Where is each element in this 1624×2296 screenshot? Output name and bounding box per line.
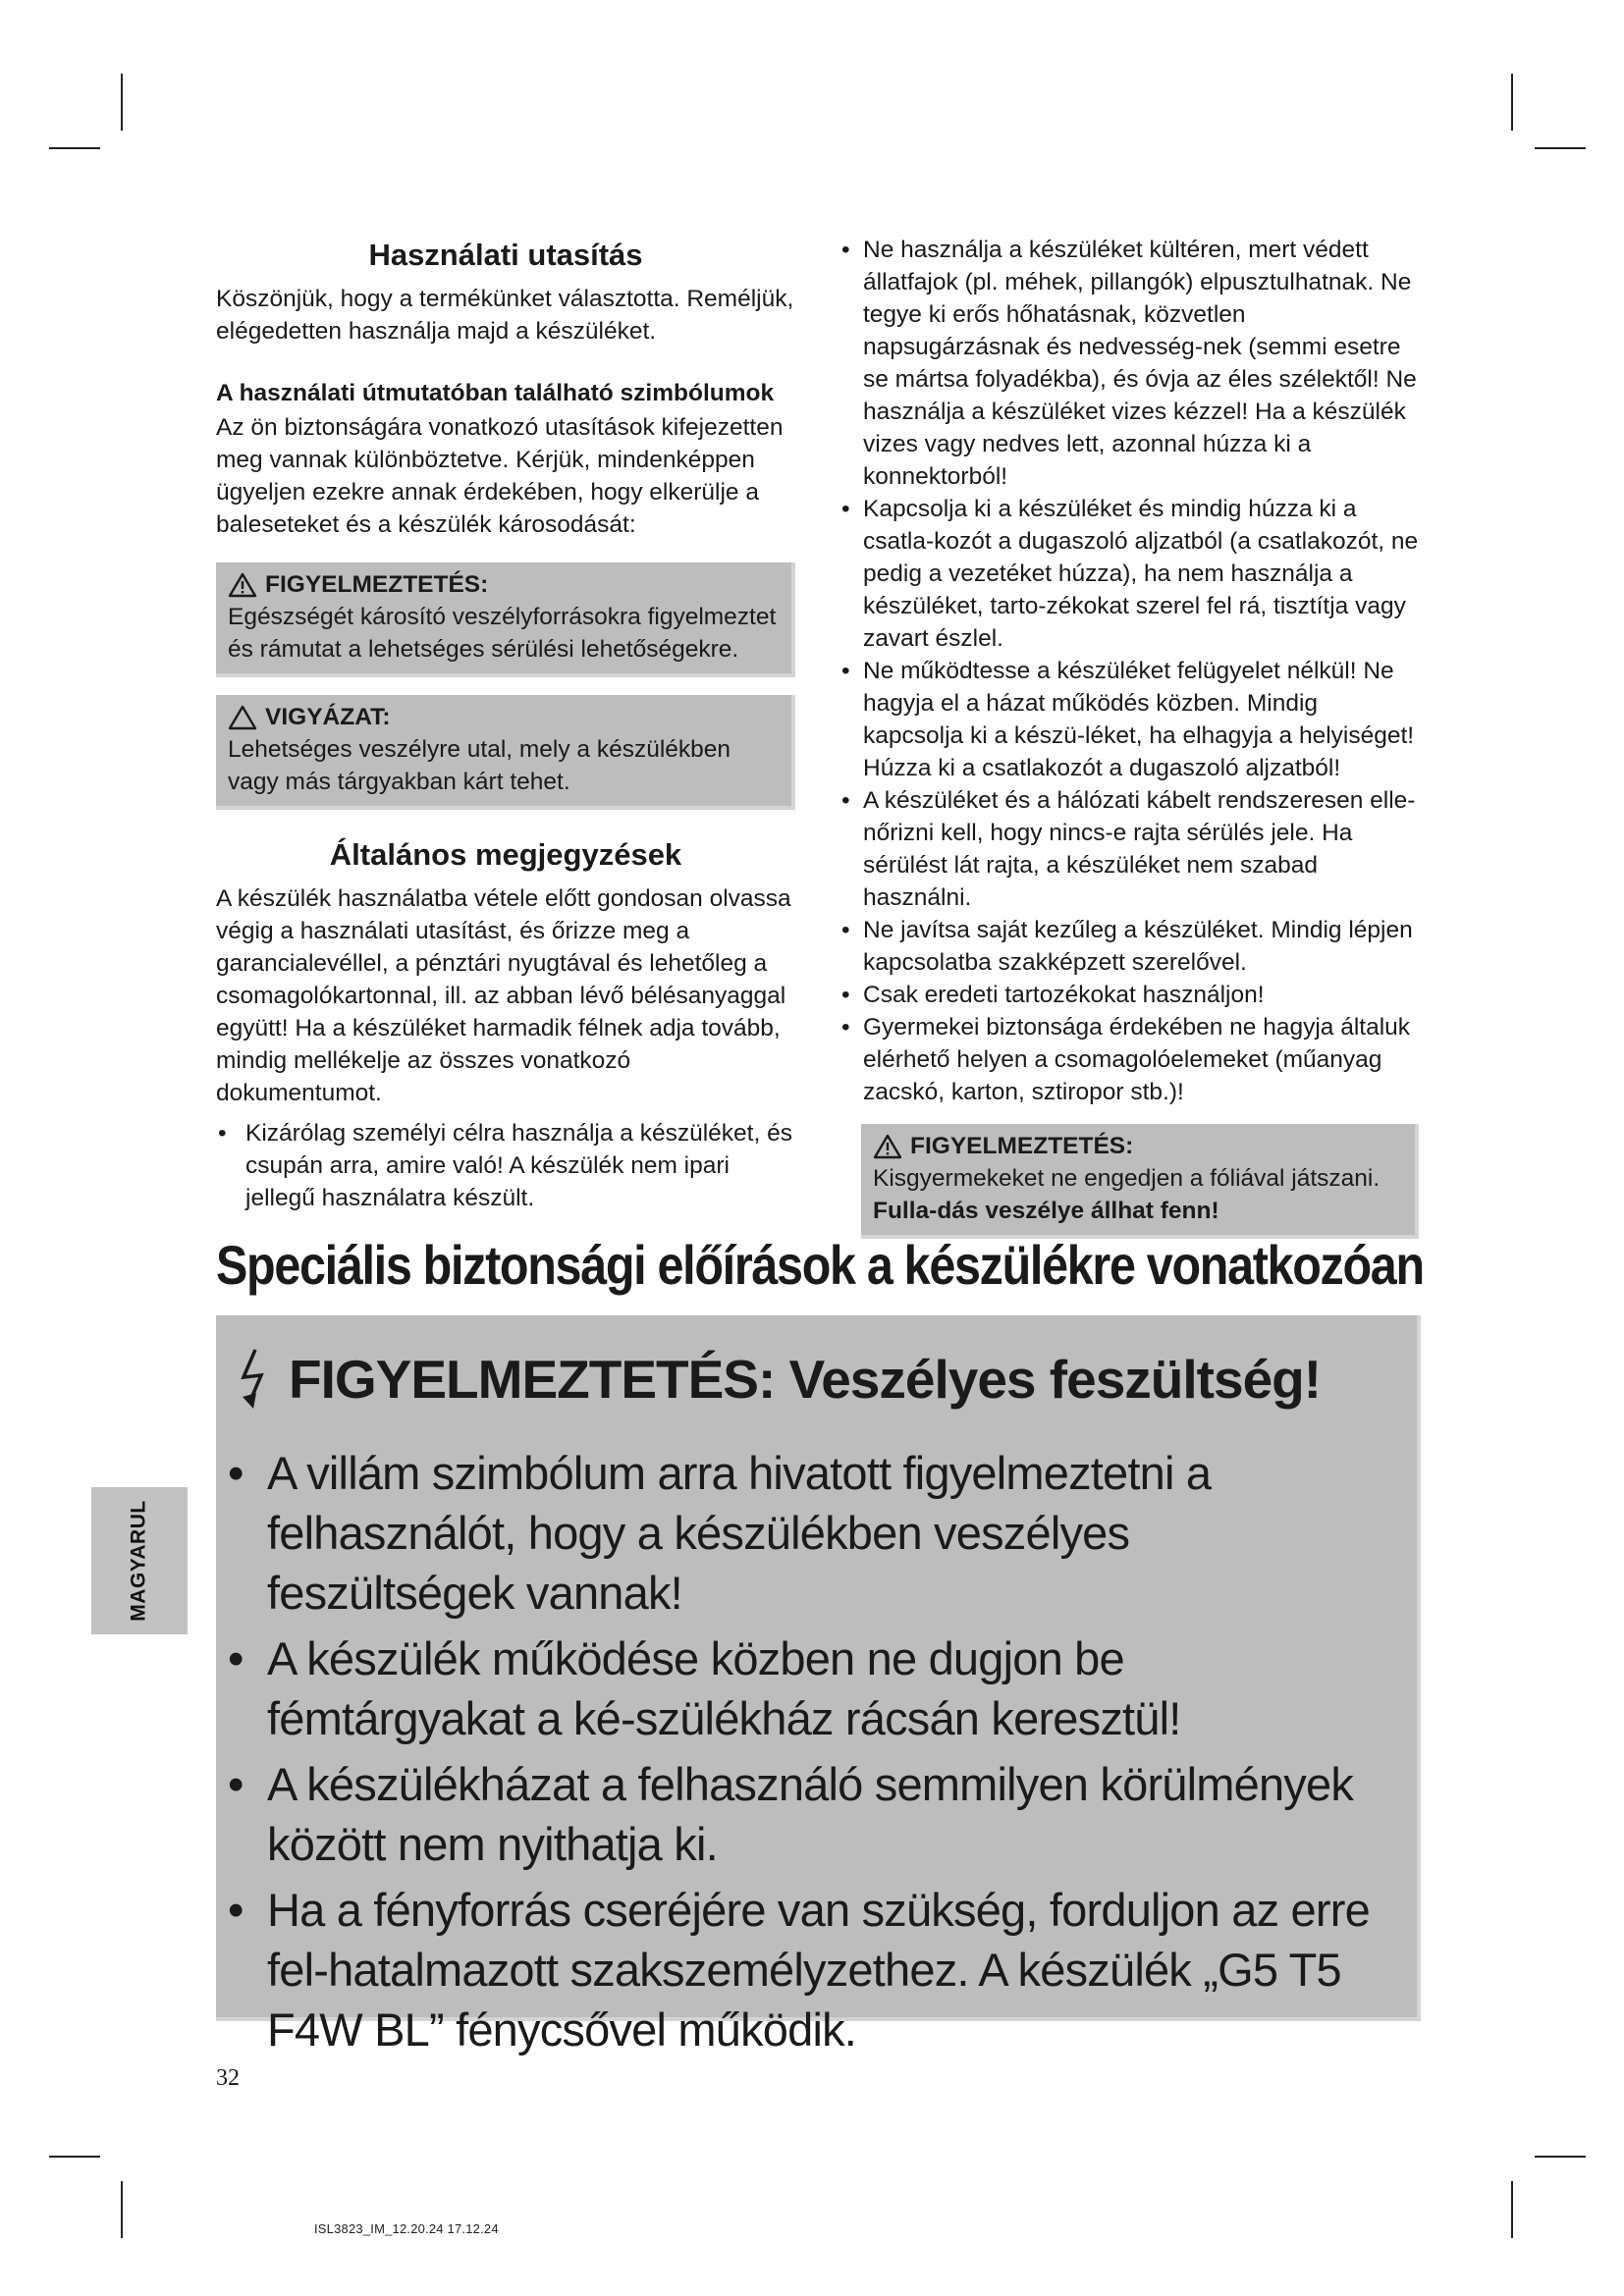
list-item: • A készüléket és a hálózati kábelt rendszeresen elle-nőrizni kell, hogy nincs-e rajta sérülés jele. Ha sérülést lát rajta, a készüléket nem szabad használni. bbox=[839, 784, 1419, 914]
symbols-text: Az ön biztonságára vonatkozó utasítások kifejezetten meg vannak különböztetve. Kérjük, mindenképpen ügyeljen ezekre annak érdekében, hogy elkerülje a baleseteket és a készülék károsodását: bbox=[216, 414, 784, 538]
warning-triangle-icon bbox=[873, 1134, 902, 1159]
warning-title: FIGYELMEZTETÉS: bbox=[265, 571, 489, 598]
foil-warning-title: FIGYELMEZTETÉS: bbox=[910, 1133, 1134, 1159]
caution-triangle-icon bbox=[228, 705, 257, 730]
page-number: 32 bbox=[216, 2065, 240, 2091]
special-heading: Speciális biztonsági előírások a készülékre vonatkozóan bbox=[216, 1234, 1424, 1296]
voltage-warning-list bbox=[216, 1443, 1384, 2065]
foil-warning-body bbox=[873, 1162, 1403, 1227]
list-item: • Ne javítsa saját kezűleg a készüléket. Mindig lépjen kapcsolatba szakképzett szerelővel. bbox=[839, 914, 1419, 979]
list-item: • Kizárólag személyi célra használja a készüléket, és csupán arra, amire való! A készülék nem ipari jellegű használatra készült. bbox=[216, 1117, 795, 1214]
language-label: MAGYARUL bbox=[128, 1500, 150, 1622]
right-column bbox=[839, 234, 1419, 1239]
warning-triangle-icon bbox=[228, 572, 257, 598]
list-item: • Ha a fényforrás cseréjére van szükség, forduljon az erre fel-hatalmazott szakszemélyzethez. A készülék „G5 T5 F4W BL” fénycsővel működik. bbox=[216, 1880, 1384, 2059]
list-item: • A készülék működése közben ne dugjon be fémtárgyakat a ké-szülékház rácsán keresztül! bbox=[216, 1629, 1384, 1748]
list-item: • A készülékházat a felhasználó semmilyen körülmények között nem nyithatja ki. bbox=[216, 1754, 1384, 1874]
caution-title: VIGYÁZAT: bbox=[265, 704, 391, 730]
crop-mark bbox=[1535, 2156, 1586, 2158]
warning-text: Egészségét károsító veszélyforrásokra figyelmeztet és rámutat a lehetséges sérülési lehetőségekre. bbox=[228, 604, 777, 663]
list-item: • Csak eredeti tartozékokat használjon! bbox=[839, 979, 1419, 1011]
footer-code: ISL3823_IM_12.20.24 17.12.24 bbox=[314, 2221, 499, 2236]
left-column bbox=[216, 236, 795, 1214]
list-item: • Gyermekei biztonsága érdekében ne hagyja általuk elérhető helyen a csomagolóelemeket (műanyag zacskó, karton, sztiropor stb.)! bbox=[839, 1011, 1419, 1108]
voltage-warning-box bbox=[216, 1315, 1421, 2056]
crop-mark bbox=[1511, 2181, 1513, 2238]
foil-warning-callout bbox=[861, 1124, 1419, 1239]
crop-mark bbox=[121, 2181, 123, 2238]
usage-intro: Köszönjük, hogy a termékünket választotta. Reméljük, elégedetten használja majd a készüléket. bbox=[216, 286, 794, 345]
usage-title: Használati utasítás bbox=[368, 238, 643, 272]
foil-warning-bold: Fulla-dás veszélye állhat fenn! bbox=[873, 1198, 1219, 1224]
general-text: A készülék használatba vétele előtt gondosan olvassa végig a használati utasítást, és őrizze meg a garancialevéllel, a pénztári nyugtával és lehetőleg a csomagolókartonnal, ill. az abban lévő bélésanyaggal együtt! Ha a készüléket harmadik félnek adja tovább, mindig mellékelje az összes vonatkozó dokumentumot. bbox=[216, 885, 791, 1106]
list-item: • A villám szimbólum arra hivatott figyelmeztetni a felhasználót, hogy a készülékben veszélyes feszültségek vannak! bbox=[216, 1443, 1384, 1623]
lightning-icon bbox=[238, 1348, 271, 1411]
crop-mark bbox=[49, 2156, 100, 2158]
caution-text: Lehetséges veszélyre utal, mely a készülékben vagy más tárgyakban kárt tehet. bbox=[228, 736, 731, 795]
list-item: • Kapcsolja ki a készüléket és mindig húzza ki a csatla-kozót a dugaszoló aljzatból (a csatlakozót, ne pedig a vezetéket húzza), ha nem használja a készüléket, tarto-zékokat szerel fel rá, tisztítja vagy zavart észlel. bbox=[839, 493, 1419, 655]
warning-callout bbox=[216, 562, 795, 677]
symbols-heading: A használati útmutatóban található szimbólumok bbox=[216, 380, 775, 406]
voltage-warning-title: FIGYELMEZTETÉS: Veszélyes feszültség! bbox=[289, 1349, 1322, 1410]
foil-warning-text: Kisgyermekeket ne engedjen a fóliával játszani. bbox=[873, 1165, 1380, 1192]
crop-mark bbox=[1511, 74, 1513, 131]
crop-mark bbox=[49, 147, 100, 149]
general-title: Általános megjegyzések bbox=[329, 837, 682, 872]
crop-mark bbox=[121, 74, 123, 131]
crop-mark bbox=[1535, 147, 1586, 149]
voltage-warning-title-row bbox=[238, 1345, 1321, 1414]
general-list-right bbox=[839, 234, 1419, 1108]
general-list-left bbox=[216, 1117, 795, 1214]
caution-callout bbox=[216, 695, 795, 810]
language-side-tab bbox=[91, 1487, 188, 1634]
list-item: • Ne működtesse a készüléket felügyelet nélkül! Ne hagyja el a házat működés közben. Mindig kapcsolja ki a készü-léket, ha elhagyja a helyiséget! Húzza ki a csatlakozót a dugaszoló aljzatból! bbox=[839, 655, 1419, 784]
list-item: • Ne használja a készüléket kültéren, mert védett állatfajok (pl. méhek, pillangók) elpusztulhatnak. Ne tegye ki erős hőhatásnak, közvetlen napsugárzásnak és nedvesség-nek (semmi esetre se mártsa folyadékba), és óvja az éles szélektől! Ne használja a készüléket vizes kézzel! Ha a készülék vizes vagy nedves lett, azonnal húzza ki a konnektorból! bbox=[839, 234, 1419, 493]
